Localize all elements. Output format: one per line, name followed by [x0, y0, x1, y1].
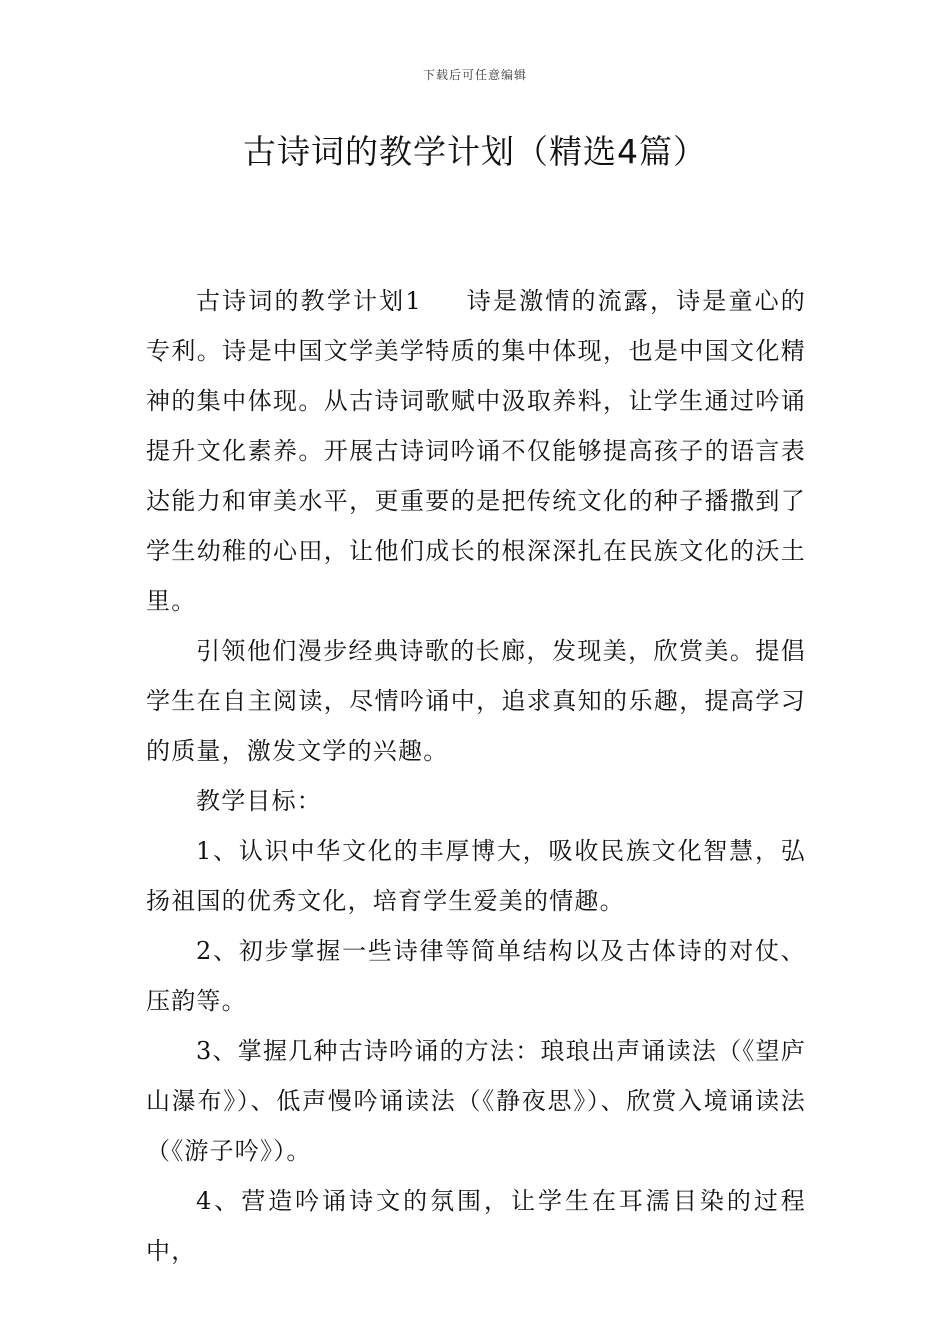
paragraph-2: 引领他们漫步经典诗歌的长廊，发现美，欣赏美。提倡学生在自主阅读，尽情吟诵中，追求真知的乐趣，提高学习的质量，激发文学的兴趣。	[146, 637, 806, 765]
document-body	[146, 276, 806, 1276]
intro-text: 诗是激情的流露，诗是童心的专利。诗是中国文学美学特质的集中体现，也是中国文化精神的集中体现。从古诗词歌赋中汲取养料，让学生通过吟诵提升文化素养。开展古诗词吟诵不仅能够提高孩子的语言表达能力和审美水平，更重要的是把传统文化的种子播撒到了学生幼稚的心田，让他们成长的根深深扎在民族文化的沃土里。	[146, 287, 806, 615]
goal-3: 3、掌握几种古诗吟诵的方法：琅琅出声诵读法（《望庐山瀑布》）、低声慢吟诵读法（《静夜思》）、欣赏入境诵读法（《游子吟》）。	[146, 1037, 806, 1165]
goal-1: 1、认识中华文化的丰厚博大，吸收民族文化智慧，弘扬祖国的优秀文化，培育学生爱美的情趣。	[146, 837, 806, 915]
paragraph-intro	[146, 276, 806, 626]
goals-label: 教学目标：	[196, 787, 322, 815]
document-title: 古诗词的教学计划（精选4篇）	[243, 132, 707, 171]
section-heading: 古诗词的教学计划1	[196, 287, 422, 315]
header-note: 下载后可任意编辑	[422, 68, 527, 82]
goal-4: 4、营造吟诵诗文的氛围，让学生在耳濡目染的过程中，	[146, 1187, 806, 1265]
goal-2: 2、初步掌握一些诗律等简单结构以及古体诗的对仗、压韵等。	[146, 937, 806, 1015]
